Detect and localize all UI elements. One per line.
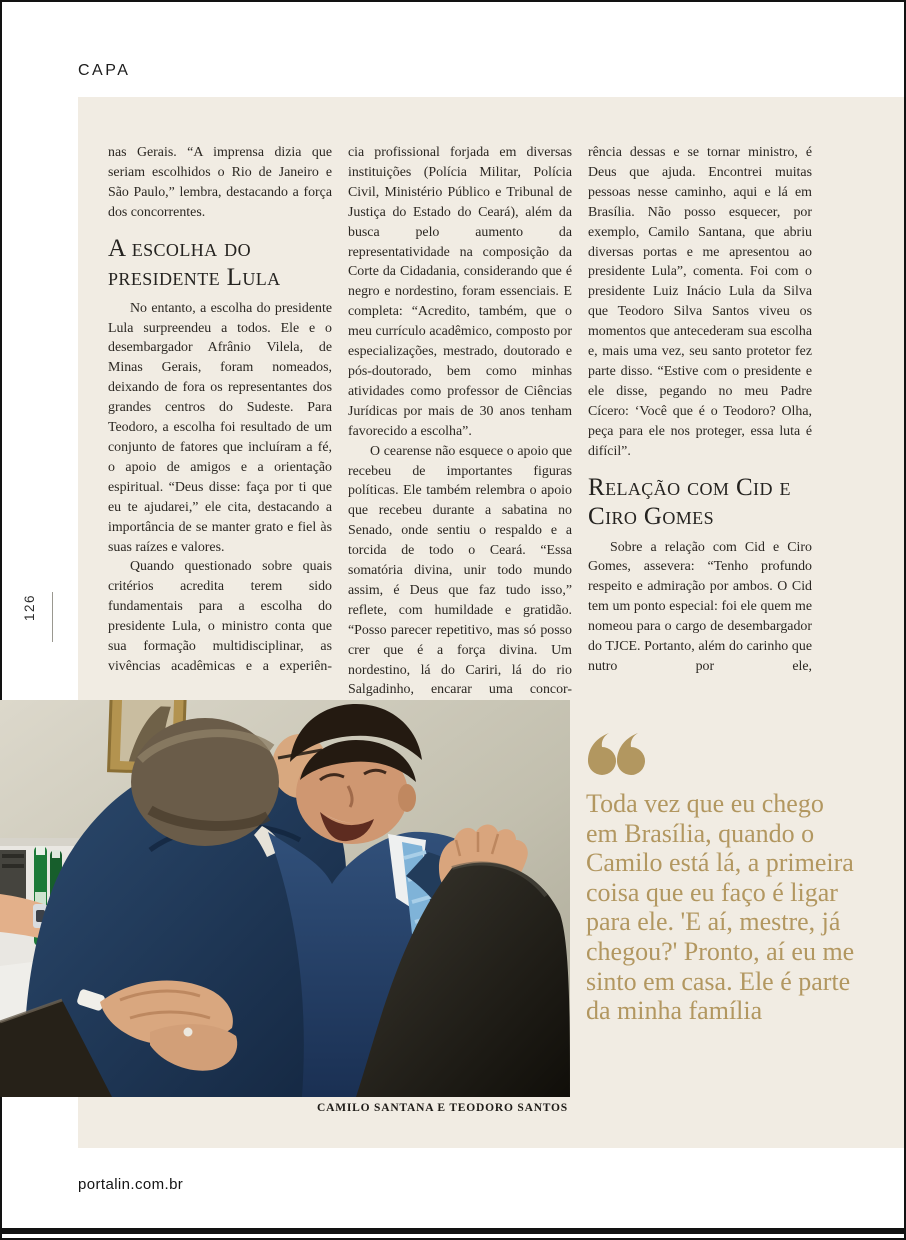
section-kicker: CAPA [78, 62, 131, 79]
article-column-3 [588, 143, 812, 677]
paragraph: O cearense não esquece o apoio que recebeu de importantes figuras políticas. Ele também relembra o apoio que recebeu durante a sabatina no Senado, onde sentiu o respaldo e a torcida de todo o Ceará. “Essa somatória divina, unir todo mundo assim, é Deus que faz tudo isso,” reflete, com humildade e gratidão. “Posso parecer repetitivo, mas só posso crer que é a força divina. Um nordestino, lá do Cariri, lá do rio Salgadinho, encarar uma concor- [348, 443, 572, 698]
article-column-1 [108, 143, 332, 677]
footer-url: portalin.com.br [78, 1176, 184, 1193]
paragraph: nas Gerais. “A imprensa dizia que seriam escolhidos o Rio de Janeiro e São Paulo,” lembra, destacando a força dos concorrentes. [108, 145, 332, 220]
section-heading-relacao: Relação com Cid e Ciro Gomes [588, 473, 791, 530]
page-border-top [0, 0, 906, 2]
paragraph: cia profissional forjada em diversas instituições (Polícia Militar, Polícia Civil, Ministério Público e Tribunal de Justiça do Estado do Ceará), além da busca pelo aumento da representatividade na composição da Corte da Cidadania, considerando que é negro e nordestino, foram essenciais. E completa: “Acredito, também, que o meu currículo acadêmico, composto por especializações, mestrado, doutorado e pós-doutorado, bem como minhas atividades como professor de Ciências Jurídicas por mais de 30 anos tenham favorecido a escolha”. [348, 145, 572, 439]
paragraph: rência dessas e se tornar ministro, é Deus que ajuda. Encontrei muitas pessoas nesse caminho, aqui e lá em Brasília. Não posso esquecer, por exemplo, Camilo Santana, que abriu diversas portas e me apresentou ao presidente Lula”, comenta. Foi com o presidente Luiz Inácio Lula da Silva que Teodoro Silva Santos viveu os momentos que antecederam sua escolha e, mais uma vez, seu santo protetor fez parte disso. “Estive com o presidente e ele disse, pegando no meu Padre Cícero: ‘Você que é o Teodoro? Olha, peça para ele nos proteger, essa luta é difícil”. [588, 145, 812, 459]
paragraph: No entanto, a escolha do presidente Lula surpreendeu a todos. Ele e o desembargador Afrânio Vilela, de Minas Gerais, foram nomeados, deixando de fora os representantes dos grandes centros do Sudeste. Para Teodoro, a escolha foi resultado de um conjunto de fatores que incluíram a fé, o apoio de amigos e a orientação espiritual. “Deus disse: faça por ti que eu te ajudarei,” ele cita, destacando a importância de se manter grato e fiel às suas raízes e valores. [108, 300, 332, 555]
paragraph: Sobre a relação com Cid e Ciro Gomes, assevera: “Tenho profundo respeito e admiração por ambos. O Cid tem um ponto especial: foi ele quem me nomeou para o cargo de desembargador do TJCE. Portanto, além do carinho que nutro por ele, [588, 539, 812, 674]
pull-quote-text: Toda vez que eu chego em Brasília, quando o Camilo está lá, a primeira coisa que eu faço é ligar para ele. 'E aí, mestre, já chegou?' Pronto, aí eu me sinto em casa. Ele é parte da minha família [586, 789, 855, 1026]
page-number-rule [52, 592, 53, 642]
photo-caption: CAMILO SANTANA E TEODORO SANTOS [316, 1102, 568, 1114]
section-heading-escolha: A escolha do presidente Lula [108, 234, 281, 291]
quotation-marks-icon [588, 733, 650, 777]
article-column-2 [348, 143, 572, 700]
photo-camilo-teodoro [0, 700, 570, 1097]
page-number-text: 126 [22, 594, 37, 622]
bottom-rule [0, 1228, 906, 1234]
paragraph: Quando questionado sobre quais critérios acredita terem sido fundamentais para a escolha do presidente Lula, o ministro conta que sua formação multidisciplinar, as vivências acadêmicas e a experiên- [108, 559, 332, 674]
pull-quote [586, 733, 858, 1026]
